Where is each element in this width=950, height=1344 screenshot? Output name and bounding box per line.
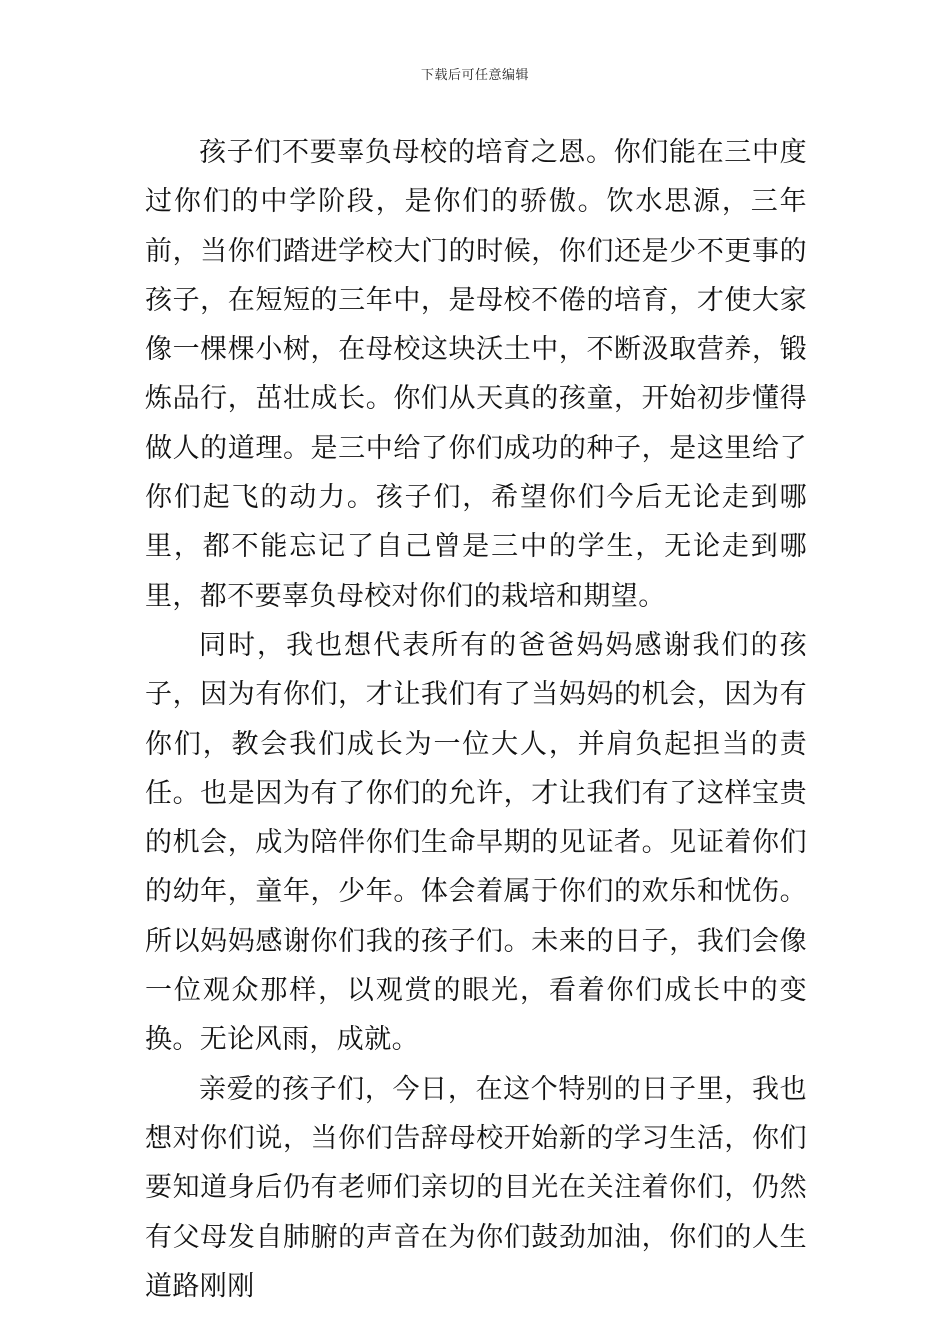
paragraph-2: 同时，我也想代表所有的爸爸妈妈感谢我们的孩子，因为有你们，才让我们有了当妈妈的机会，因为有你们，教会我们成长为一位大人，并肩负起担当的责任。也是因为有了你们的允许，才让我们有了这样宝贵的机会，成为陪伴你们生命早期的见证者。见证着你们的幼年，童年，少年。体会着属于你们的欢乐和忧伤。所以妈妈感谢你们我的孩子们。未来的日子，我们会像一位观众那样，以观赏的眼光，看着你们成长中的变换。无论风雨，成就。 (145, 629, 807, 1056)
document-body (145, 128, 807, 1311)
page-header: 下载后可任意编辑 (420, 68, 529, 83)
paragraph-3: 亲爱的孩子们，今日，在这个特别的日子里，我也想对你们说，当你们告辞母校开始新的学习生活，你们要知道身后仍有老师们亲切的目光在关注着你们，仍然有父母发自肺腑的声音在为你们鼓劲加油，你们的人生道路刚刚 (145, 1073, 807, 1302)
paragraph-1: 孩子们不要辜负母校的培育之恩。你们能在三中度过你们的中学阶段，是你们的骄傲。饮水思源，三年前，当你们踏进学校大门的时候，你们还是少不更事的孩子，在短短的三年中，是母校不倦的培育，才使大家像一棵棵小树，在母校这块沃土中，不断汲取营养，锻炼品行，茁壮成长。你们从天真的孩童，开始初步懂得做人的道理。是三中给了你们成功的种子，是这里给了你们起飞的动力。孩子们，希望你们今后无论走到哪里，都不能忘记了自己曾是三中的学生，无论走到哪里，都不要辜负母校对你们的栽培和期望。 (145, 137, 807, 612)
